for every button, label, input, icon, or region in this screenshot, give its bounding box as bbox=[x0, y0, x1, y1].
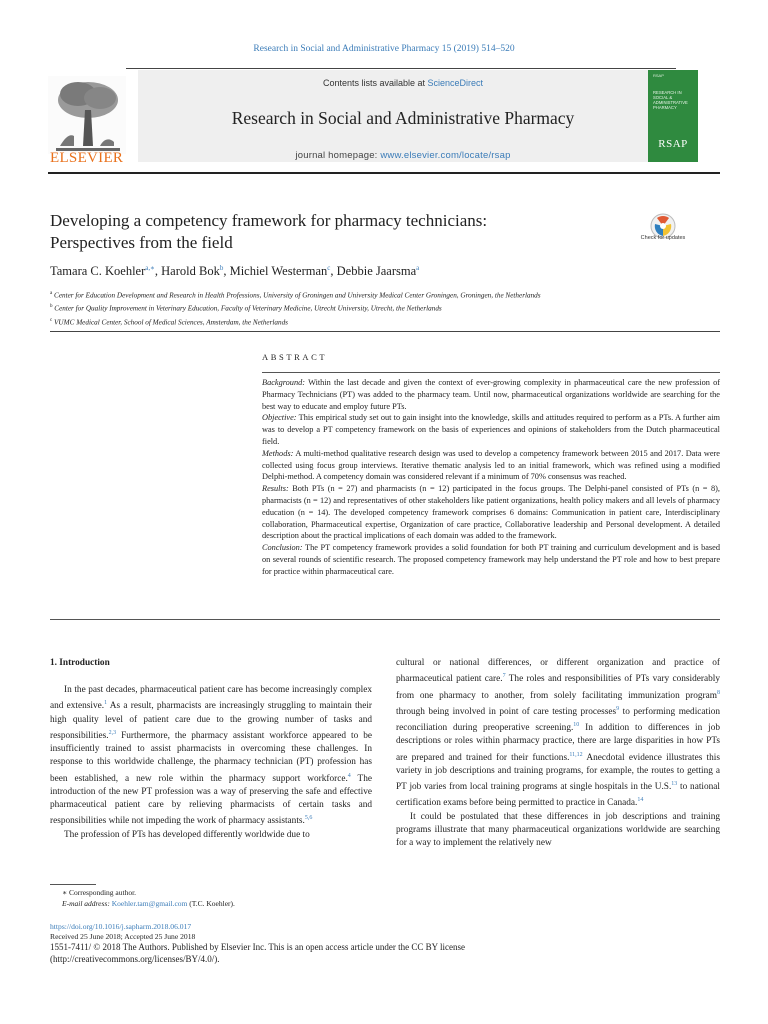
email-note bbox=[62, 899, 462, 910]
abstract-section-text: The PT competency framework provides a solid foundation for both PT training and curriculum development and is based on several rounds of scientific research. The proposed competency framework may help understand the PT role and how to best prepare for practice within pharmaceutical care. bbox=[262, 543, 720, 576]
body-text: It could be postulated that these differences in job descriptions and training programs illustrate that many pharmaceutical organizations worldwide are searching for a way to implement the relatively new bbox=[396, 811, 720, 849]
cover-journal-name: RESEARCH IN SOCIAL & ADMINISTRATIVE PHARMACY bbox=[653, 90, 688, 110]
affiliation-key: a bbox=[50, 291, 53, 296]
contents-prefix: Contents lists available at bbox=[322, 78, 428, 88]
corresponding-author-note: ∗ Corresponding author. bbox=[62, 888, 137, 897]
abstract-section bbox=[262, 377, 720, 412]
footnotes bbox=[62, 888, 462, 909]
journal-homepage-line bbox=[138, 150, 668, 161]
affiliation-text: VUMC Medical Center, School of Medical Sciences, Amsterdam, the Netherlands bbox=[52, 318, 288, 327]
abstract-section-text: Within the last decade and given the context of ever-growing complexity in pharmaceutical care the new profession of Pharmacy Technicians (PT) was added to the pharmacy team. Until now, pharmaceutical organizations worldwide are searching for the best way to educate and employ future PTs. bbox=[262, 378, 720, 411]
elsevier-wordmark: ELSEVIER bbox=[50, 150, 124, 166]
citation-ref[interactable]: 11,12 bbox=[569, 751, 583, 758]
journal-cover-thumbnail[interactable] bbox=[648, 70, 698, 162]
citation-ref[interactable]: 14 bbox=[637, 797, 644, 804]
section-heading-introduction: 1. Introduction bbox=[50, 658, 110, 668]
author-name: Michiel Westerman bbox=[229, 264, 328, 279]
header-rule-top bbox=[126, 68, 676, 69]
affiliation-key: b bbox=[50, 304, 53, 310]
check-for-updates-label[interactable]: Check for updates bbox=[640, 235, 686, 241]
author-name: Tamara C. Koehler bbox=[50, 264, 146, 279]
abstract-body bbox=[262, 377, 720, 578]
abstract-section-text: A multi-method qualitative research design was used to develop a competency framework between 2015 and 2017. Data were collected using focus group interviews. Iterative thematic analysis led to an initial framework, which was refined using a modified Delphi-method. A competency domain was considered relevant if a minimum of 70% consensus was reached. bbox=[262, 448, 720, 482]
affiliation-key: c bbox=[50, 317, 53, 323]
citation-ref[interactable]: 4 bbox=[347, 772, 351, 779]
abstract-section-text: This empirical study set out to gain insight into the knowledge, skills and attitudes required to perform as a PTs. A further aim was to develop a PT competency framework on the basis of experiences and opinions of stakeholders from the Dutch pharmaceutical field. bbox=[262, 413, 720, 446]
check-for-updates-icon[interactable] bbox=[646, 212, 680, 254]
author-affiliation-marker[interactable]: a bbox=[416, 264, 420, 272]
citation-ref[interactable]: 1 bbox=[104, 700, 108, 707]
footnote-divider bbox=[50, 884, 96, 885]
article-title-line-2: Perspectives from the field bbox=[50, 233, 233, 252]
affiliation bbox=[50, 288, 690, 301]
journal-header bbox=[48, 68, 720, 172]
author-affiliation-marker[interactable]: b bbox=[219, 264, 224, 272]
citation-ref[interactable]: 5,6 bbox=[304, 815, 313, 822]
abstract-section-label: Objective: bbox=[262, 413, 297, 423]
abstract-section-label: Methods: bbox=[262, 448, 294, 458]
citation-ref[interactable]: 9 bbox=[616, 705, 620, 712]
body-text: cultural or national differences, or different organization and practice of pharmaceutical patient care. bbox=[396, 658, 720, 685]
body-paragraph bbox=[396, 811, 720, 851]
homepage-link[interactable]: www.elsevier.com/locate/rsap bbox=[380, 150, 511, 161]
author-affiliation-marker[interactable]: a,∗ bbox=[145, 264, 155, 272]
abstract-section-label: Background: bbox=[262, 378, 306, 387]
body-text: Furthermore, the pharmacy assistant workforce appeared to be insufficiently trained to assist pharmacists in overcoming these challenges. In response to this worldwide challenge, the pharmacy technician (PT) profession has been established, a new role within the pharmacy support workforce. bbox=[50, 731, 372, 784]
citation-ref[interactable]: 13 bbox=[671, 781, 678, 788]
body-text: The roles and responsibilities of PTs vary considerably from one pharmacy to another, from solely facilitating immunization program bbox=[396, 674, 720, 701]
abstract-section-text: Both PTs (n = 27) and pharmacists (n = 12) participated in the focus groups. The Delphi-panel consisted of PTs (n = 8), pharmacists (n = 12) and representatives of other stakeholders like patient organizations, health policy makers and all levels of pharmacy education (n = 14). The developed competency framework comprises 6 domains: Communication in patient care, Interdisciplinary collaboration, Pharmaceutical expertise, Organization of care practice, Collaborative leadership and Personal development. A detailed description about the practical implications of each domain was added to the framework. bbox=[262, 484, 720, 541]
affiliation bbox=[50, 315, 690, 328]
body-text: In addition to differences in job descriptions or roles within pharmacy practice, there are large disparities in how PTs are prepared and trained for their functions. bbox=[396, 723, 720, 763]
body-text: The introduction of the new PT profession was a way of preserving the safe and effective pharmaceutical patient care by relieving pharmacists of certain tasks and responsibilities while not impeding the work of pharmacy assistants. bbox=[50, 773, 372, 827]
abstract-section bbox=[262, 542, 720, 577]
author-name: Harold Bok bbox=[161, 264, 220, 279]
email-label: E-mail address: bbox=[62, 898, 110, 908]
abstract-section-label: Conclusion: bbox=[262, 543, 303, 553]
affiliation-list bbox=[50, 288, 690, 328]
author-list bbox=[50, 264, 670, 279]
sciencedirect-link[interactable]: ScienceDirect bbox=[427, 78, 484, 88]
article-title-line-1: Developing a competency framework for pharmacy technicians: bbox=[50, 211, 488, 230]
abstract-section bbox=[262, 412, 720, 447]
body-text: Anecdotal evidence illustrates this variety in job descriptions and training programs, for example, the routes to getting a PT job varies from local training programs at single hospitals in the U.S. bbox=[396, 752, 720, 793]
body-column-right bbox=[396, 657, 720, 850]
abstract-divider bbox=[262, 372, 720, 373]
citation-ref[interactable]: 8 bbox=[717, 689, 720, 696]
body-paragraph bbox=[50, 684, 372, 828]
citation-ref[interactable]: 10 bbox=[573, 722, 580, 729]
body-text: In the past decades, pharmaceutical patient care has become increasingly complex and extensive. bbox=[50, 685, 372, 712]
author-separator: , bbox=[154, 264, 162, 279]
author-name: Debbie Jaarsma bbox=[336, 264, 417, 279]
journal-title: Research in Social and Administrative Pharmacy bbox=[231, 108, 575, 128]
section-divider bbox=[50, 331, 720, 332]
cover-corner-text: RSAP bbox=[653, 73, 664, 78]
doi-link[interactable]: https://doi.org/10.1016/j.sapharm.2018.06.017 bbox=[50, 922, 192, 931]
abstract-bottom-divider bbox=[50, 619, 720, 620]
homepage-prefix: journal homepage: bbox=[295, 150, 381, 161]
citation-ref[interactable]: 7 bbox=[502, 673, 506, 680]
body-text: As a result, pharmacists are increasingly struggling to maintain their high quality level of patient care due to the growing number of tasks and responsibilities. bbox=[50, 701, 373, 741]
author-separator: , bbox=[223, 264, 230, 279]
header-rule-bottom bbox=[48, 172, 720, 174]
author-separator: , bbox=[330, 264, 337, 279]
affiliation bbox=[50, 301, 690, 314]
license-line-1: 1551-7411/ © 2018 The Authors. Published by Elsevier Inc. This is an open access article under the CC BY license bbox=[50, 942, 466, 953]
license-line-2[interactable]: (http://creativecommons.org/licenses/BY/4.0/). bbox=[50, 953, 220, 964]
body-text: to national certification exams before being permitted to practice in Canada. bbox=[396, 782, 721, 809]
affiliation-text: Center for Education Development and Research in Health Professions, University of Groningen and University Medical Center Groningen, Groningen, the Netherlands bbox=[52, 291, 541, 300]
email-suffix: (T.C. Koehler). bbox=[187, 898, 235, 908]
body-paragraph bbox=[50, 829, 372, 842]
body-text: The profession of PTs has developed differently worldwide due to bbox=[64, 829, 310, 840]
abstract-section bbox=[262, 448, 720, 483]
body-paragraph bbox=[396, 657, 720, 811]
contents-lists-line bbox=[138, 78, 668, 88]
journal-citation[interactable]: Research in Social and Administrative Pharmacy 15 (2019) 514–520 bbox=[253, 44, 515, 54]
body-column-left bbox=[50, 657, 372, 842]
email-link[interactable]: Koehler.tam@gmail.com bbox=[111, 898, 188, 908]
affiliation-text: Center for Quality Improvement in Veterinary Education, Faculty of Veterinary Medicine, Utrecht University, Utrecht, the Netherlands bbox=[52, 304, 442, 313]
abstract-heading: ABSTRACT bbox=[262, 352, 328, 362]
article-footer bbox=[50, 922, 570, 965]
citation-ref[interactable]: 2,3 bbox=[108, 729, 117, 736]
cover-abbreviation: RSAP bbox=[658, 138, 688, 150]
body-text: to performing medication reconciliation during preoperative screening. bbox=[396, 706, 720, 734]
article-title bbox=[50, 210, 610, 254]
body-text: through being involved in point of care testing processes bbox=[396, 706, 617, 717]
author-affiliation-marker[interactable]: c bbox=[327, 264, 331, 272]
abstract-section-label: Results: bbox=[262, 484, 289, 494]
abstract-section bbox=[262, 483, 720, 542]
received-accepted-dates: Received 25 June 2018; Accepted 25 June 2018 bbox=[50, 932, 196, 942]
header-center-panel bbox=[138, 70, 668, 162]
